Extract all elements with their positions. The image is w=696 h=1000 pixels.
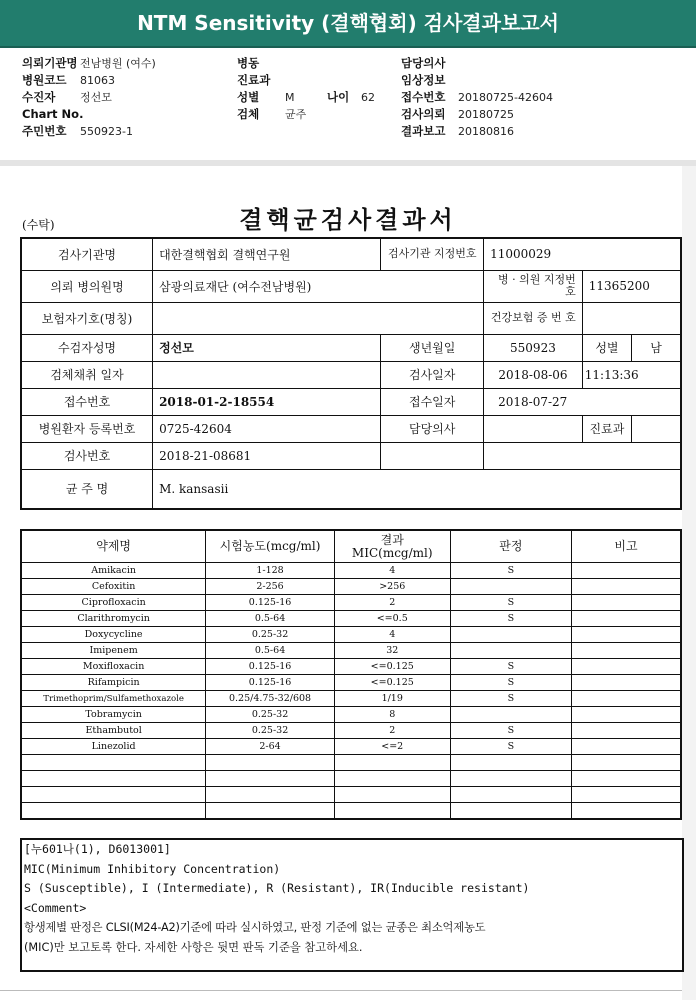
test-date-value: 2018-08-06 bbox=[484, 361, 583, 388]
table-row bbox=[21, 415, 681, 442]
hosp-value: 삼광의료재단 (여수전남병원) bbox=[153, 270, 484, 302]
table-row bbox=[21, 803, 681, 820]
table-row bbox=[21, 334, 681, 361]
interpretation-cell: S bbox=[450, 675, 571, 691]
table-row bbox=[21, 238, 681, 270]
empty-cell bbox=[381, 442, 484, 469]
patient-label: 수검자성명 bbox=[21, 334, 153, 361]
header-row: 진료과 bbox=[237, 73, 271, 87]
remark-cell bbox=[572, 659, 681, 675]
receipt-date-label: 접수일자 bbox=[381, 388, 484, 415]
col-header-mic bbox=[334, 530, 450, 563]
exam-no-value: 2018-21-08681 bbox=[153, 442, 381, 469]
interpretation-cell bbox=[450, 707, 571, 723]
drug-name-cell: Doxycycline bbox=[21, 627, 206, 643]
table-row bbox=[21, 442, 681, 469]
col-header-interp: 판정 bbox=[450, 530, 571, 563]
test-range-cell bbox=[206, 755, 335, 771]
test-range-cell bbox=[206, 803, 335, 820]
mic-result-cell bbox=[334, 755, 450, 771]
remark-cell bbox=[572, 723, 681, 739]
test-range-cell: 0.25-32 bbox=[206, 707, 335, 723]
collect-value bbox=[153, 361, 381, 388]
table-row bbox=[21, 707, 681, 723]
remark-cell bbox=[572, 787, 681, 803]
test-range-cell: 0.25-32 bbox=[206, 723, 335, 739]
table-row bbox=[21, 643, 681, 659]
mic-result-cell: 2 bbox=[334, 723, 450, 739]
interpretation-cell bbox=[450, 627, 571, 643]
reg-value: 0725-42604 bbox=[153, 415, 381, 442]
note-line: <Comment> bbox=[24, 900, 87, 915]
test-range-cell: 2-256 bbox=[206, 579, 335, 595]
collect-label: 검체채취 일자 bbox=[21, 361, 153, 388]
report-title: NTM Sensitivity (결핵협회) 검사결과보고서 bbox=[137, 11, 559, 35]
remark-cell bbox=[572, 595, 681, 611]
drug-name-cell bbox=[21, 803, 206, 820]
table-row bbox=[21, 771, 681, 787]
mic-result-cell: 1/19 bbox=[334, 691, 450, 707]
empty-cell bbox=[484, 442, 681, 469]
remark-cell bbox=[572, 755, 681, 771]
remark-cell bbox=[572, 579, 681, 595]
table-header-row bbox=[21, 530, 681, 563]
remark-cell bbox=[572, 675, 681, 691]
insurer-label: 보험자기호(명칭) bbox=[21, 302, 153, 334]
reg-label: 병원환자 등록번호 bbox=[21, 415, 153, 442]
interpretation-cell bbox=[450, 803, 571, 820]
table-row bbox=[21, 595, 681, 611]
table-row bbox=[21, 563, 681, 579]
drug-name-cell: Moxifloxacin bbox=[21, 659, 206, 675]
mic-result-cell: <=0.125 bbox=[334, 675, 450, 691]
notes-box bbox=[20, 838, 684, 972]
interpretation-cell: S bbox=[450, 723, 571, 739]
test-range-cell bbox=[206, 771, 335, 787]
health-no-label: 건강보험 증 번 호 bbox=[484, 302, 583, 334]
test-range-cell: 0.125-16 bbox=[206, 659, 335, 675]
table-row bbox=[21, 691, 681, 707]
header-divider bbox=[0, 160, 696, 166]
drug-name-cell bbox=[21, 771, 206, 787]
drug-name-cell: Ciprofloxacin bbox=[21, 595, 206, 611]
patient-value: 정선모 bbox=[153, 334, 381, 361]
col-header-drug: 약제명 bbox=[21, 530, 206, 563]
interpretation-cell: S bbox=[450, 739, 571, 755]
table-row bbox=[21, 739, 681, 755]
mic-result-cell: 2 bbox=[334, 595, 450, 611]
sex-value: 남 bbox=[632, 334, 681, 361]
mic-result-cell: <=0.5 bbox=[334, 611, 450, 627]
table-row bbox=[21, 755, 681, 771]
drug-name-cell: Trimethoprim/Sulfamethoxazole bbox=[21, 691, 206, 707]
drug-name-cell: Imipenem bbox=[21, 643, 206, 659]
test-date-label: 검사일자 bbox=[381, 361, 484, 388]
inst-no-value: 11000029 bbox=[484, 238, 681, 270]
interpretation-cell bbox=[450, 579, 571, 595]
insurer-value bbox=[153, 302, 484, 334]
test-range-cell: 0.5-64 bbox=[206, 611, 335, 627]
header-row: 수진자 정선모 bbox=[22, 90, 112, 104]
remark-cell bbox=[572, 803, 681, 820]
doctor-label: 담당의사 bbox=[381, 415, 484, 442]
interpretation-cell bbox=[450, 755, 571, 771]
test-time-value: 11:13:36 bbox=[582, 361, 681, 388]
interpretation-cell bbox=[450, 643, 571, 659]
mic-result-cell: >256 bbox=[334, 579, 450, 595]
header-col3 bbox=[401, 55, 553, 140]
header-row: 검사의뢰 20180725 bbox=[401, 107, 514, 121]
header-row: 결과보고 20180816 bbox=[401, 124, 514, 138]
mic-result-cell: <=0.125 bbox=[334, 659, 450, 675]
test-range-cell: 0.25/4.75-32/608 bbox=[206, 691, 335, 707]
exam-no-label: 검사번호 bbox=[21, 442, 153, 469]
interpretation-cell: S bbox=[450, 563, 571, 579]
col-header-note: 비고 bbox=[572, 530, 681, 563]
header-row: 주민번호 550923-1 bbox=[22, 124, 133, 138]
remark-cell bbox=[572, 611, 681, 627]
drug-name-cell: Tobramycin bbox=[21, 707, 206, 723]
inst-no-label: 검사기관 지정번호 bbox=[381, 238, 484, 270]
hosp-no-value: 11365200 bbox=[582, 270, 681, 302]
table-row bbox=[21, 302, 681, 334]
species-value: M. kansasii bbox=[153, 469, 681, 509]
test-range-cell: 0.5-64 bbox=[206, 643, 335, 659]
test-range-cell: 0.125-16 bbox=[206, 675, 335, 691]
note-line: S (Susceptible), I (Intermediate), R (Resistant), IR(Inducible resistant) bbox=[24, 881, 530, 895]
drug-name-cell: Clarithromycin bbox=[21, 611, 206, 627]
test-range-cell: 0.25-32 bbox=[206, 627, 335, 643]
drug-table-body bbox=[21, 563, 681, 820]
drug-name-cell: Amikacin bbox=[21, 563, 206, 579]
report-title-bar bbox=[0, 0, 696, 48]
test-range-cell: 0.125-16 bbox=[206, 595, 335, 611]
drug-name-cell: Linezolid bbox=[21, 739, 206, 755]
table-row bbox=[21, 469, 681, 509]
header-row: 담당의사 bbox=[401, 56, 446, 70]
receipt-label: 접수번호 bbox=[21, 388, 153, 415]
mic-result-cell: 8 bbox=[334, 707, 450, 723]
drug-susceptibility-table bbox=[20, 529, 682, 820]
table-row bbox=[21, 659, 681, 675]
col-header-range: 시험농도(mcg/ml) bbox=[206, 530, 335, 563]
header-row: 병동 bbox=[237, 56, 260, 70]
table-row bbox=[21, 270, 681, 302]
note-line: (MIC)만 보고토록 한다. 자세한 사항은 뒷면 판독 기준을 참고하세요. bbox=[24, 940, 363, 954]
species-label: 균 주 명 bbox=[21, 469, 153, 509]
table-row bbox=[21, 579, 681, 595]
header-row: Chart No. bbox=[22, 107, 84, 121]
remark-cell bbox=[572, 643, 681, 659]
test-range-cell: 1-128 bbox=[206, 563, 335, 579]
drug-name-cell bbox=[21, 755, 206, 771]
form-tag: (수탁) bbox=[22, 218, 55, 232]
drug-name-cell: Cefoxitin bbox=[21, 579, 206, 595]
mic-result-cell: <=2 bbox=[334, 739, 450, 755]
note-line: 항생제별 판정은 CLSI(M24-A2)기준에 따라 실시하였고, 판정 기준에 없는 균종은 최소억제농도 bbox=[24, 921, 486, 934]
drug-name-cell: Ethambutol bbox=[21, 723, 206, 739]
mic-result-cell bbox=[334, 771, 450, 787]
remark-cell bbox=[572, 627, 681, 643]
remark-cell bbox=[572, 691, 681, 707]
remark-cell bbox=[572, 739, 681, 755]
patient-info-table bbox=[20, 237, 682, 510]
interpretation-cell: S bbox=[450, 595, 571, 611]
interpretation-cell: S bbox=[450, 611, 571, 627]
dept-label: 진료과 bbox=[582, 415, 631, 442]
header-row: 의뢰기관명 전남병원 (여수) bbox=[22, 56, 156, 70]
table-row bbox=[21, 361, 681, 388]
col-header-mic-line1: 결과 bbox=[380, 532, 404, 547]
header-row: 병원코드 81063 bbox=[22, 73, 115, 87]
receipt-date-value: 2018-07-27 bbox=[484, 388, 681, 415]
interpretation-cell bbox=[450, 787, 571, 803]
drug-name-cell bbox=[21, 787, 206, 803]
page-bottom-line bbox=[0, 990, 682, 991]
test-range-cell: 2-64 bbox=[206, 739, 335, 755]
table-row bbox=[21, 723, 681, 739]
interpretation-cell bbox=[450, 771, 571, 787]
table-row bbox=[21, 388, 681, 415]
header-row: 임상정보 bbox=[401, 73, 446, 87]
receipt-value: 2018-01-2-18554 bbox=[153, 388, 381, 415]
hosp-label: 의뢰 병의원명 bbox=[21, 270, 153, 302]
col-header-mic-line2: MIC(mcg/ml) bbox=[351, 545, 433, 560]
birth-label: 생년월일 bbox=[381, 334, 484, 361]
mic-result-cell: 32 bbox=[334, 643, 450, 659]
right-scroll-gutter[interactable] bbox=[682, 166, 696, 1000]
doctor-value bbox=[484, 415, 583, 442]
table-row bbox=[21, 787, 681, 803]
test-range-cell bbox=[206, 787, 335, 803]
header-col2 bbox=[237, 55, 375, 123]
mic-result-cell: 4 bbox=[334, 563, 450, 579]
inst-value: 대한결핵협회 결핵연구원 bbox=[153, 238, 381, 270]
header-row: 성별 M 나이 62 bbox=[237, 90, 375, 104]
table-row bbox=[21, 675, 681, 691]
table-row bbox=[21, 627, 681, 643]
dept-value bbox=[632, 415, 681, 442]
health-no-value bbox=[582, 302, 681, 334]
remark-cell bbox=[572, 707, 681, 723]
header-row: 검체 균주 bbox=[237, 107, 307, 121]
inst-label: 검사기관명 bbox=[21, 238, 153, 270]
mic-result-cell bbox=[334, 787, 450, 803]
remark-cell bbox=[572, 563, 681, 579]
interpretation-cell: S bbox=[450, 691, 571, 707]
header-col1 bbox=[22, 55, 156, 140]
drug-name-cell: Rifampicin bbox=[21, 675, 206, 691]
document-title: 결핵균검사결과서 bbox=[239, 205, 457, 234]
birth-value: 550923 bbox=[484, 334, 583, 361]
mic-result-cell: 4 bbox=[334, 627, 450, 643]
note-line: MIC(Minimum Inhibitory Concentration) bbox=[24, 861, 281, 876]
mic-result-cell bbox=[334, 803, 450, 820]
note-line: [누601나(1), D6013001] bbox=[24, 842, 171, 856]
sex-label: 성별 bbox=[582, 334, 631, 361]
remark-cell bbox=[572, 771, 681, 787]
header-row: 접수번호 20180725-42604 bbox=[401, 90, 553, 104]
interpretation-cell: S bbox=[450, 659, 571, 675]
table-row bbox=[21, 611, 681, 627]
hosp-no-label: 병 · 의원 지정번호 bbox=[484, 270, 583, 302]
